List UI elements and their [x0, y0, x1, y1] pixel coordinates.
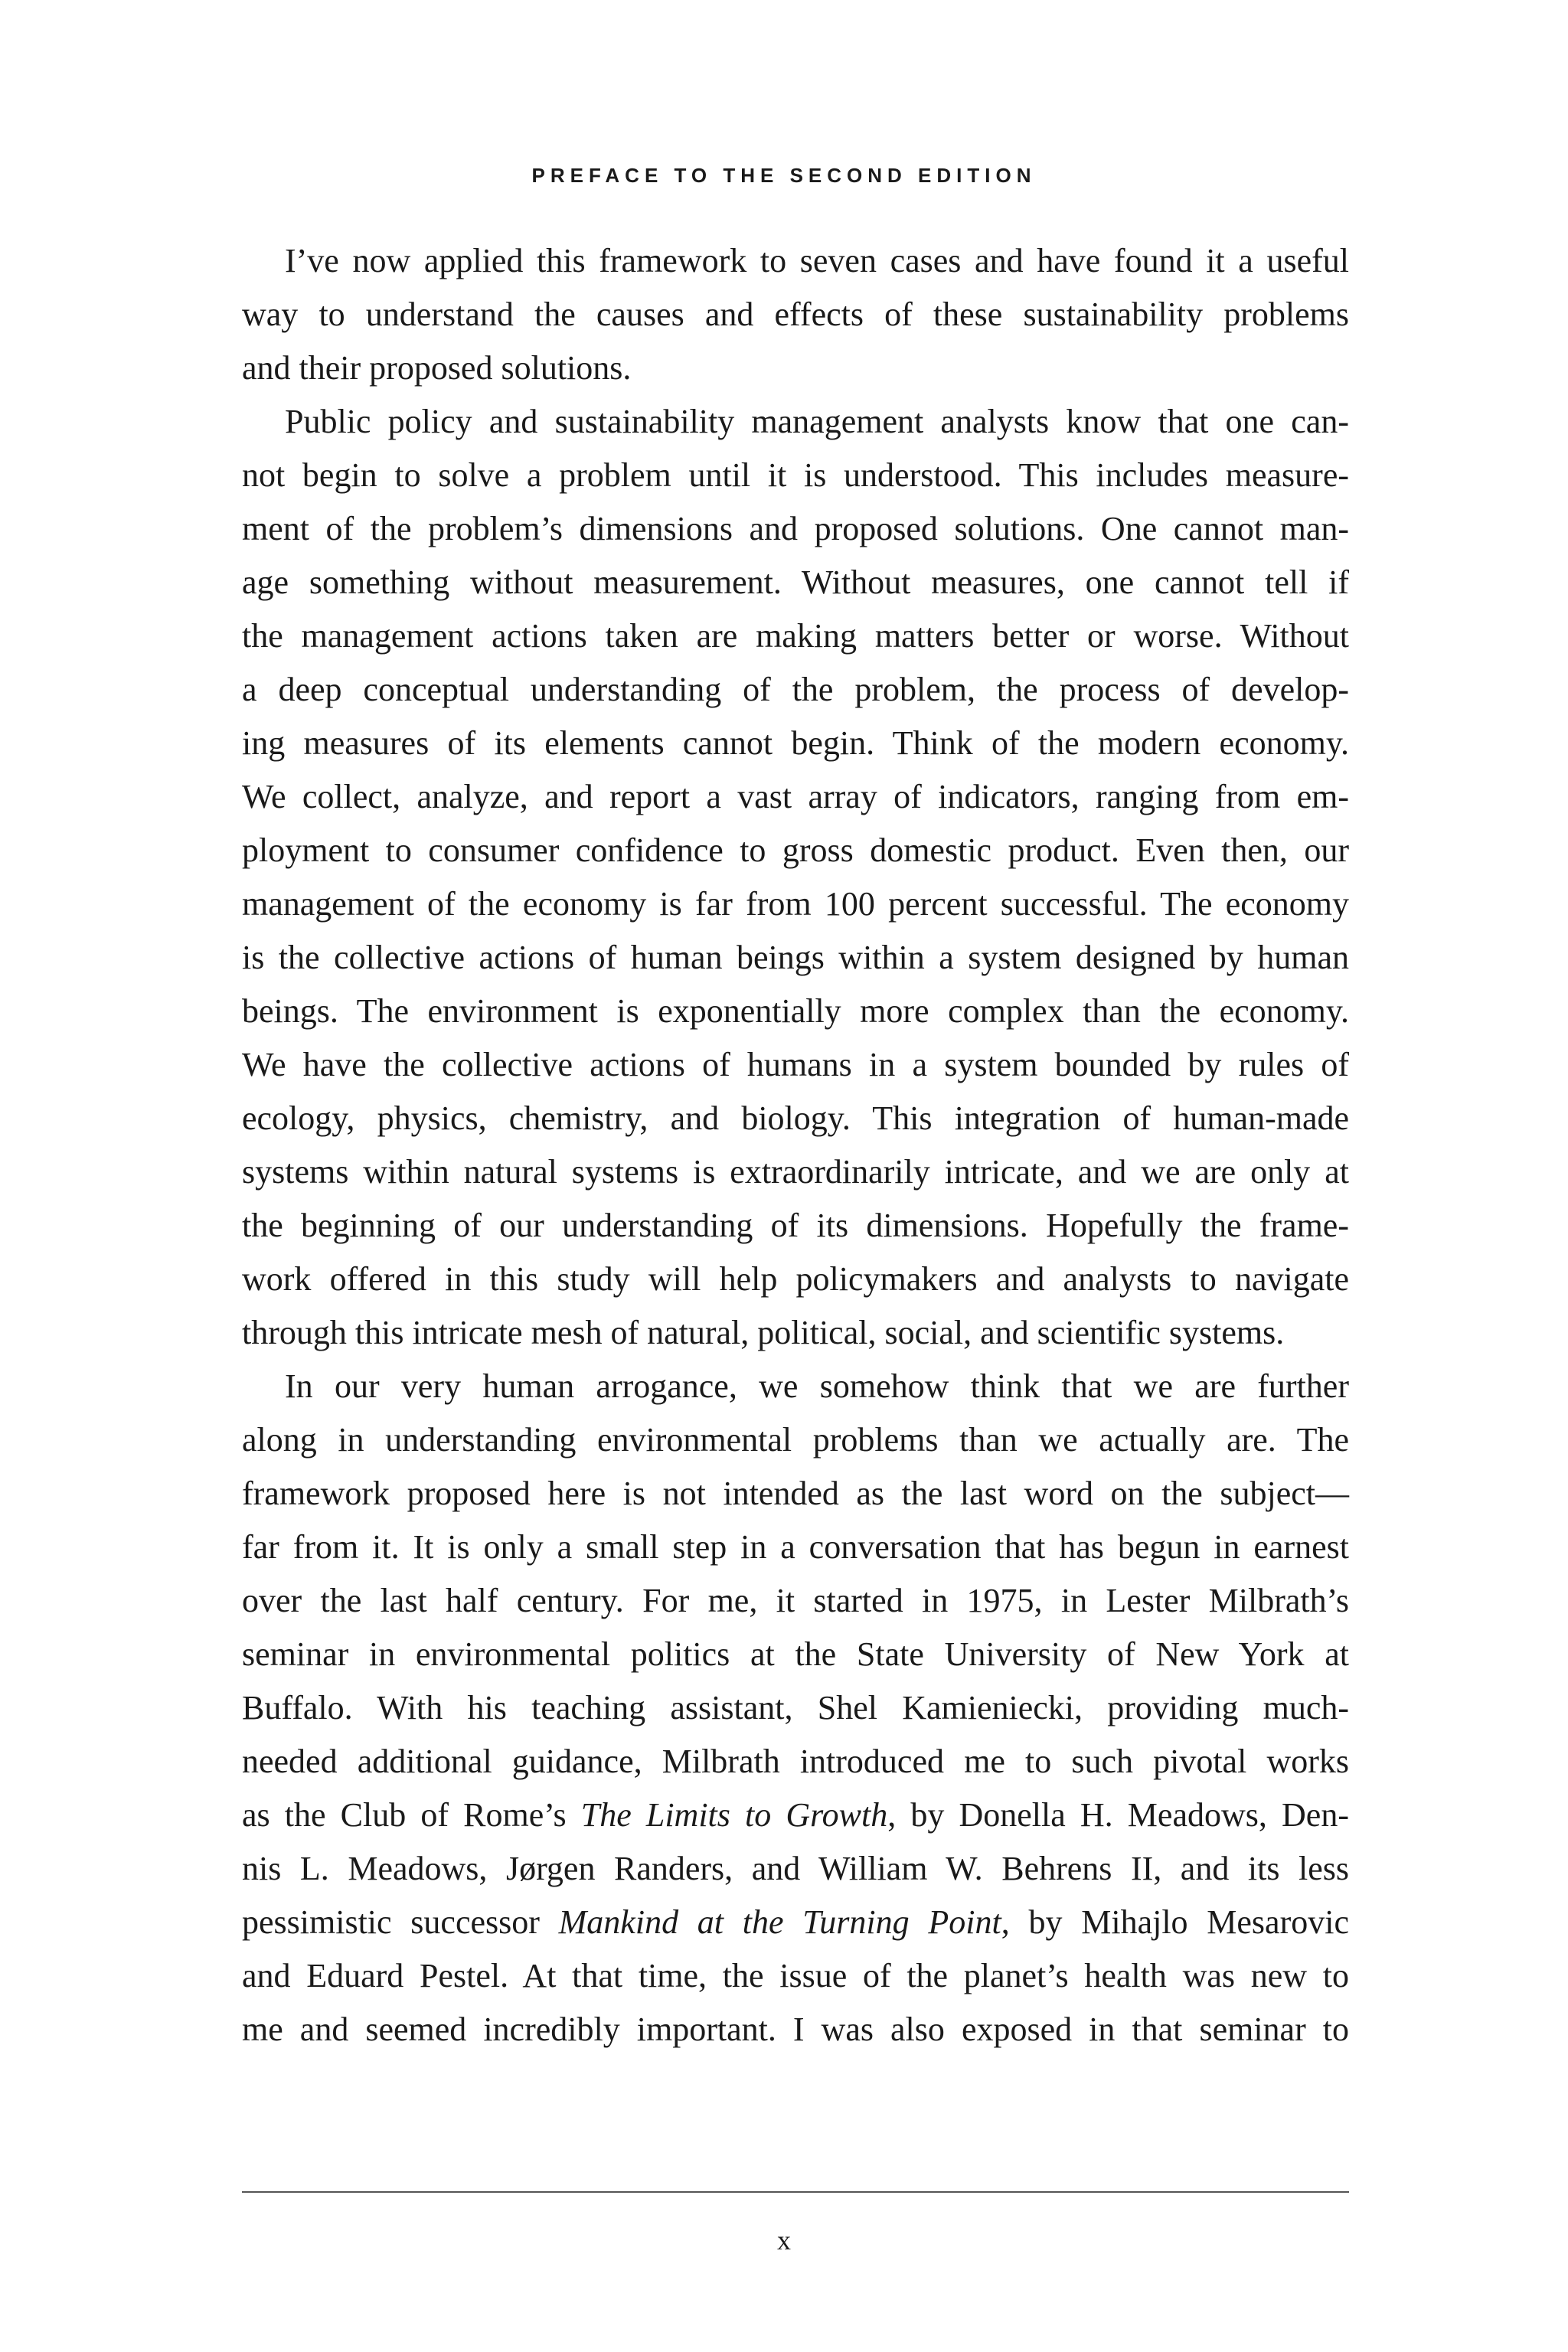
text-segment: as the Club of Rome’s: [242, 1796, 581, 1834]
text-line: and Eduard Pestel. At that time, the issue of the planet’s health was new to: [242, 1957, 1349, 1994]
text-line: beings. The environment is exponentially more complex than the economy.: [242, 992, 1349, 1030]
text-line: ment of the problem’s dimensions and proposed solutions. One cannot man-: [242, 510, 1349, 547]
footer-rule: [242, 2191, 1349, 2193]
text-line: age something without measurement. Without measures, one cannot tell if: [242, 564, 1349, 601]
body-text: [242, 234, 1349, 2056]
book-title: Mankind at the Turning Point: [558, 1903, 1001, 1941]
text-line: [242, 1896, 1349, 1949]
text-line: In our very human arrogance, we somehow think that we are further: [285, 1367, 1349, 1405]
text-line: through this intricate mesh of natural, political, social, and scientific systems.: [242, 1314, 1285, 1351]
text-line: We collect, analyze, and report a vast array of indicators, ranging from em-: [242, 778, 1349, 815]
text-line: framework proposed here is not intended as the last word on the subject—: [242, 1475, 1349, 1512]
text-line: me and seemed incredibly important. I was also exposed in that seminar to: [242, 2011, 1349, 2048]
text-line: the management actions taken are making matters better or worse. Without: [242, 617, 1349, 655]
book-title: The Limits to Growth: [580, 1796, 888, 1834]
text-line: and their proposed solutions.: [242, 349, 632, 387]
text-segment: pessimistic successor: [242, 1903, 559, 1941]
page-number: x: [777, 2225, 791, 2256]
text-line: ing measures of its elements cannot begin. Think of the modern economy.: [242, 724, 1349, 762]
text-line: ployment to consumer confidence to gross domestic product. Even then, our: [242, 831, 1349, 869]
text-line: not begin to solve a problem until it is understood. This includes measure-: [242, 456, 1349, 494]
text-segment: , by Mihajlo Mesarovic: [1001, 1903, 1349, 1941]
running-head: PREFACE TO THE SECOND EDITION: [531, 164, 1037, 187]
text-line: along in understanding environmental problems than we actually are. The: [242, 1421, 1349, 1459]
text-line: far from it. It is only a small step in a conversation that has begun in earnest: [242, 1528, 1349, 1566]
text-line: Buffalo. With his teaching assistant, Shel Kamieniecki, providing much-: [242, 1689, 1349, 1726]
text-line: way to understand the causes and effects of these sustainability problems: [242, 296, 1349, 333]
text-line: over the last half century. For me, it started in 1975, in Lester Milbrath’s: [242, 1582, 1349, 1619]
text-line: management of the economy is far from 100 percent successful. The economy: [242, 885, 1349, 923]
text-line: is the collective actions of human beings within a system designed by human: [242, 939, 1349, 976]
text-line: systems within natural systems is extraordinarily intricate, and we are only at: [242, 1153, 1349, 1191]
text-line: the beginning of our understanding of its dimensions. Hopefully the frame-: [242, 1207, 1349, 1244]
text-line: work offered in this study will help policymakers and analysts to navigate: [242, 1260, 1349, 1298]
text-line: I’ve now applied this framework to seven cases and have found it a useful: [285, 242, 1349, 279]
text-segment: , by Donella H. Meadows, Den-: [887, 1796, 1349, 1834]
text-line: needed additional guidance, Milbrath introduced me to such pivotal works: [242, 1743, 1349, 1780]
text-line: We have the collective actions of humans in a system bounded by rules of: [242, 1046, 1349, 1083]
text-line: a deep conceptual understanding of the problem, the process of develop-: [242, 671, 1349, 708]
text-line: Public policy and sustainability management analysts know that one can-: [285, 403, 1349, 440]
text-line: seminar in environmental politics at the State University of New York at: [242, 1635, 1349, 1673]
text-line: ecology, physics, chemistry, and biology. This integration of human-made: [242, 1099, 1349, 1137]
text-line: nis L. Meadows, Jørgen Randers, and William W. Behrens II, and its less: [242, 1850, 1349, 1887]
text-line: [242, 1788, 1349, 1842]
